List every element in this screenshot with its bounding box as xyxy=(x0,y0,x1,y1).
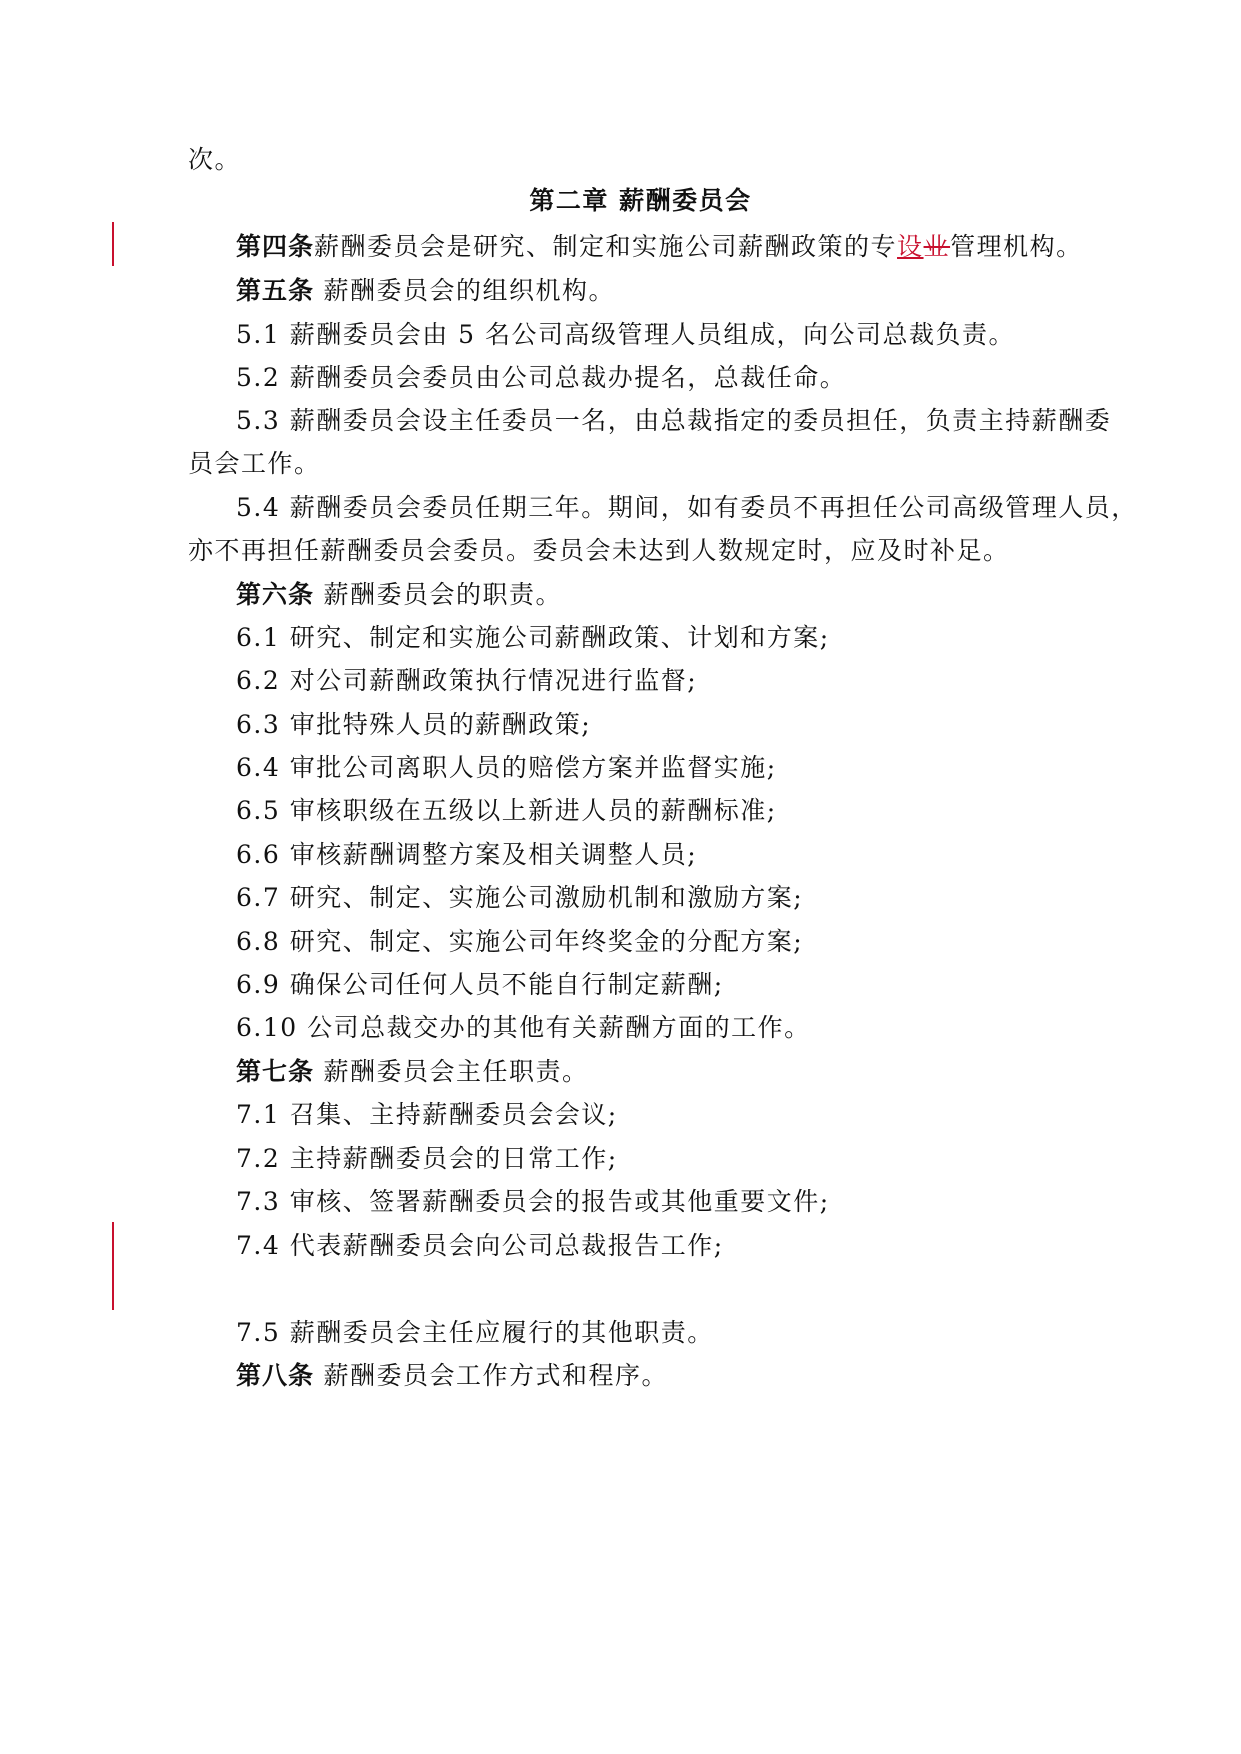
clause-6-8: 6.8 研究、制定、实施公司年终奖金的分配方案; xyxy=(236,927,804,956)
clause-6-3: 6.3 审批特殊人员的薪酬政策; xyxy=(236,710,592,739)
article-5-heading: 第五条 xyxy=(236,276,315,305)
article-8 xyxy=(236,1361,668,1391)
clause-6-7: 6.7 研究、制定、实施公司激励机制和激励方案; xyxy=(236,883,804,912)
article-7-text: 薪酬委员会主任职责。 xyxy=(323,1057,589,1086)
clause-7-3: 7.3 审核、签署薪酬委员会的报告或其他重要文件; xyxy=(236,1187,830,1216)
article-5-text: 薪酬委员会的组织机构。 xyxy=(323,276,615,305)
article-7-heading: 第七条 xyxy=(236,1057,315,1086)
clause-6-9: 6.9 确保公司任何人员不能自行制定薪酬; xyxy=(236,970,724,999)
article-7 xyxy=(236,1057,588,1087)
clause-7-2: 7.2 主持薪酬委员会的日常工作; xyxy=(236,1144,618,1173)
article-8-heading: 第八条 xyxy=(236,1361,315,1390)
deleted-text: 业 xyxy=(923,232,951,261)
clause-7-5: 7.5 薪酬委员会主任应履行的其他职责。 xyxy=(236,1318,714,1347)
article-4 xyxy=(236,232,1083,262)
clause-6-6: 6.6 审核薪酬调整方案及相关调整人员; xyxy=(236,840,698,869)
revision-bar xyxy=(112,1222,114,1310)
clause-6-1: 6.1 研究、制定和实施公司薪酬政策、计划和方案; xyxy=(236,623,830,652)
clause-6-2: 6.2 对公司薪酬政策执行情况进行监督; xyxy=(236,666,698,695)
clause-7-4: 7.4 代表薪酬委员会向公司总裁报告工作; xyxy=(236,1231,724,1260)
chapter-title: 第二章 薪酬委员会 xyxy=(529,186,752,215)
clause-5-2: 5.2 薪酬委员会委员由公司总裁办提名，总裁任命。 xyxy=(236,363,847,392)
clause-7-1: 7.1 召集、主持薪酬委员会会议; xyxy=(236,1100,618,1129)
clause-6-4: 6.4 审批公司离职人员的赔偿方案并监督实施; xyxy=(236,753,777,782)
inserted-text: 设 xyxy=(897,232,924,261)
revision-bar xyxy=(112,222,114,266)
clause-5-3-continued: 员会工作。 xyxy=(188,449,321,478)
clause-5-3: 5.3 薪酬委员会设主任委员一名，由总裁指定的委员担任，负责主持薪酬委 xyxy=(236,406,1112,435)
clause-6-5: 6.5 审核职级在五级以上新进人员的薪酬标准; xyxy=(236,796,777,825)
clause-5-4: 5.4 薪酬委员会委员任期三年。期间，如有委员不再担任公司高级管理人员， xyxy=(236,493,1138,522)
article-4-text: 薪酬委员会是研究、制定和实施公司薪酬政策的专 xyxy=(314,232,898,261)
clause-5-1: 5.1 薪酬委员会由 5 名公司高级管理人员组成，向公司总裁负责。 xyxy=(236,320,1016,349)
article-8-text: 薪酬委员会工作方式和程序。 xyxy=(323,1361,668,1390)
article-6-text: 薪酬委员会的职责。 xyxy=(323,580,562,609)
article-6-heading: 第六条 xyxy=(236,580,315,609)
article-4-text-end: 管理机构。 xyxy=(950,232,1083,261)
article-5 xyxy=(236,276,615,306)
continuation-text: 次。 xyxy=(188,145,242,174)
article-6 xyxy=(236,580,562,610)
clause-5-4-continued: 亦不再担任薪酬委员会委员。委员会未达到人数规定时，应及时补足。 xyxy=(188,536,1010,565)
clause-6-10: 6.10 公司总裁交办的其他有关薪酬方面的工作。 xyxy=(236,1013,811,1042)
article-4-heading: 第四条 xyxy=(236,232,315,261)
